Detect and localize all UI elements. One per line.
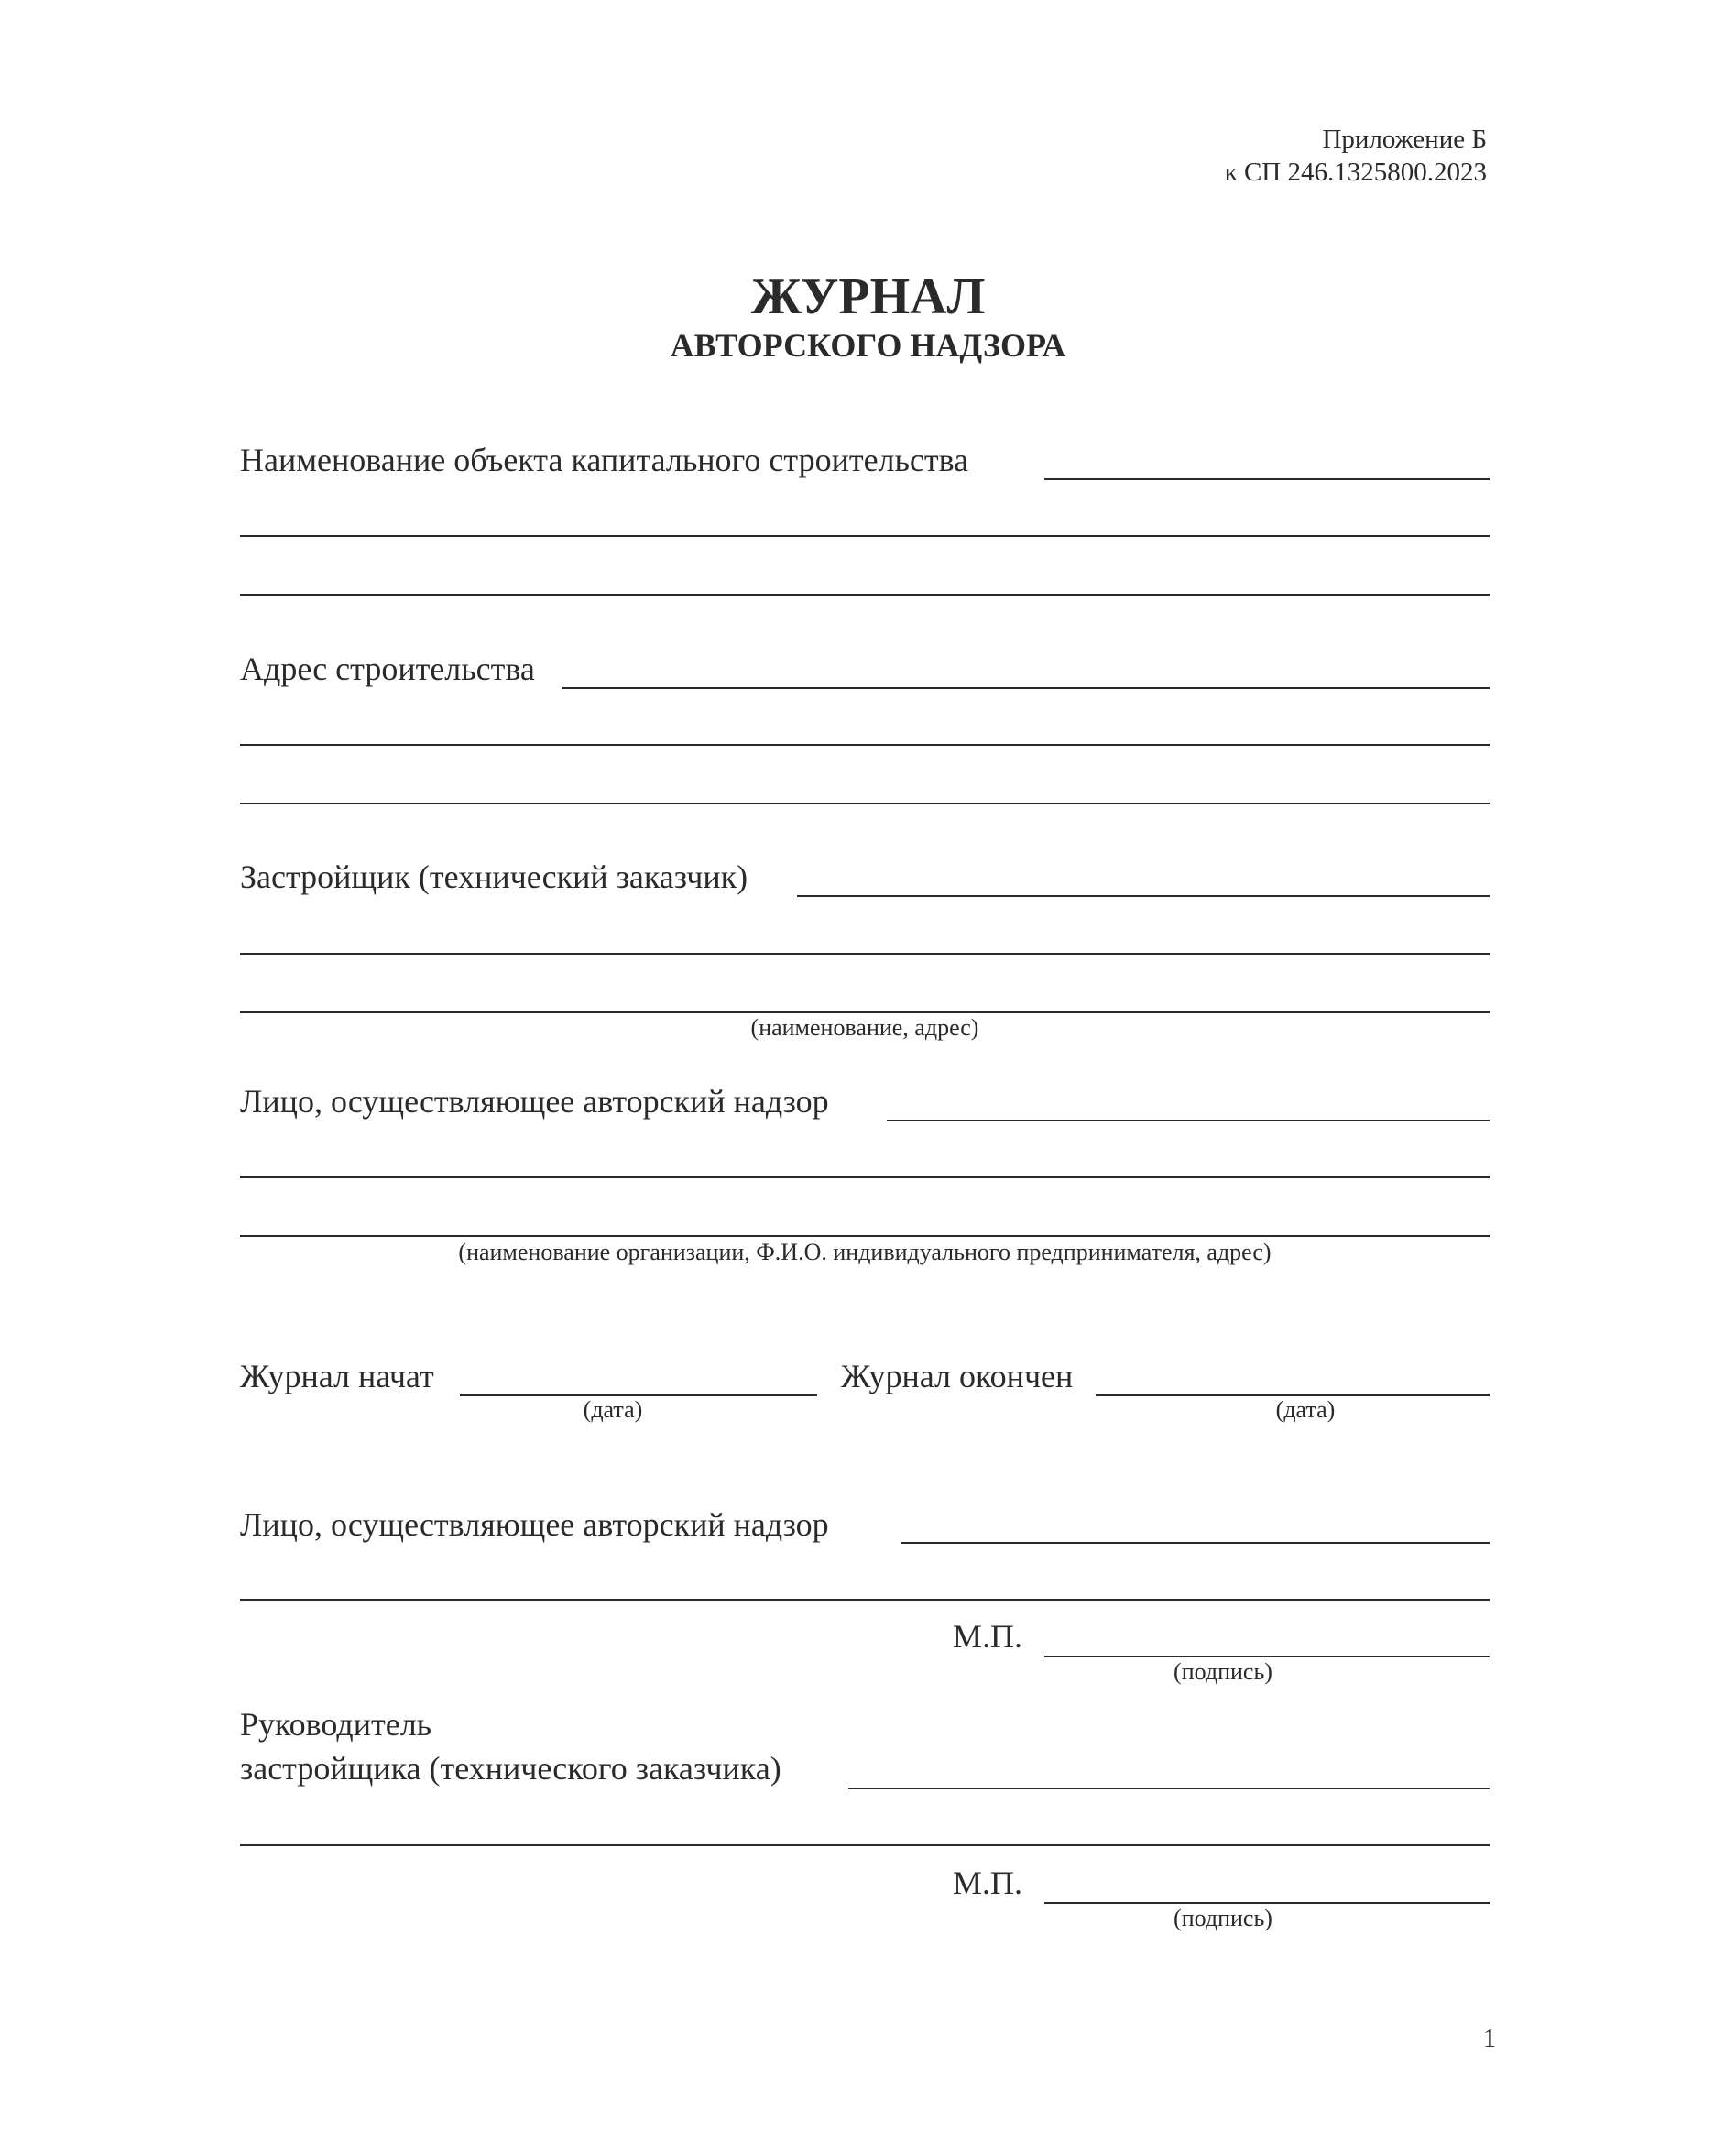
head-label-line-1: Руководитель bbox=[240, 1706, 432, 1743]
supervisor-field-line-2[interactable] bbox=[240, 1176, 1490, 1178]
developer-caption: (наименование, адрес) bbox=[750, 1014, 979, 1041]
page-subtitle: АВТОРСКОГО НАДЗОРА bbox=[670, 327, 1066, 364]
head-label-line-2: застройщика (технического заказчика) bbox=[240, 1750, 781, 1787]
address-field-line-3[interactable] bbox=[240, 803, 1490, 804]
head-sign-field[interactable] bbox=[848, 1788, 1490, 1789]
developer-field-line-2[interactable] bbox=[240, 953, 1490, 955]
page-number: 1 bbox=[1483, 2025, 1496, 2053]
supervisor-sign-label: Лицо, осуществляющее авторский надзор bbox=[240, 1506, 829, 1543]
page-title: ЖУРНАЛ bbox=[750, 268, 986, 325]
developer-field-line-3[interactable] bbox=[240, 1011, 1490, 1013]
developer-label: Застройщик (технический заказчик) bbox=[240, 858, 748, 895]
journal-ended-caption: (дата) bbox=[1275, 1396, 1336, 1423]
object-name-field[interactable] bbox=[1044, 478, 1490, 480]
object-name-field-line-3[interactable] bbox=[240, 594, 1490, 596]
signature-caption-2: (подпись) bbox=[1174, 1905, 1272, 1931]
journal-started-caption: (дата) bbox=[583, 1396, 643, 1423]
signature-field-2[interactable] bbox=[1044, 1902, 1490, 1904]
supervisor-field[interactable] bbox=[887, 1120, 1490, 1121]
address-field[interactable] bbox=[562, 687, 1490, 689]
appendix-label: Приложение Б bbox=[1322, 125, 1487, 154]
signature-field-1[interactable] bbox=[1044, 1656, 1490, 1657]
supervisor-sign-field-line-2[interactable] bbox=[240, 1599, 1490, 1601]
appendix-standard: к СП 246.1325800.2023 bbox=[1224, 158, 1487, 187]
object-name-field-line-2[interactable] bbox=[240, 535, 1490, 537]
supervisor-caption: (наименование организации, Ф.И.О. индивидуального предпринимателя, адрес) bbox=[458, 1239, 1272, 1265]
address-label: Адрес строительства bbox=[240, 651, 535, 687]
head-sign-field-line-2[interactable] bbox=[240, 1844, 1490, 1846]
signature-caption-1: (подпись) bbox=[1174, 1658, 1272, 1685]
supervisor-field-line-3[interactable] bbox=[240, 1235, 1490, 1237]
journal-ended-label: Журнал окончен bbox=[841, 1358, 1074, 1394]
developer-field[interactable] bbox=[797, 895, 1490, 897]
journal-started-label: Журнал начат bbox=[240, 1358, 434, 1394]
supervisor-label: Лицо, осуществляющее авторский надзор bbox=[240, 1083, 829, 1120]
supervisor-sign-field[interactable] bbox=[901, 1542, 1490, 1544]
address-field-line-2[interactable] bbox=[240, 744, 1490, 746]
stamp-label-2: М.П. bbox=[953, 1864, 1023, 1901]
stamp-label-1: М.П. bbox=[953, 1618, 1023, 1655]
object-name-label: Наименование объекта капитального строительства bbox=[240, 442, 969, 478]
